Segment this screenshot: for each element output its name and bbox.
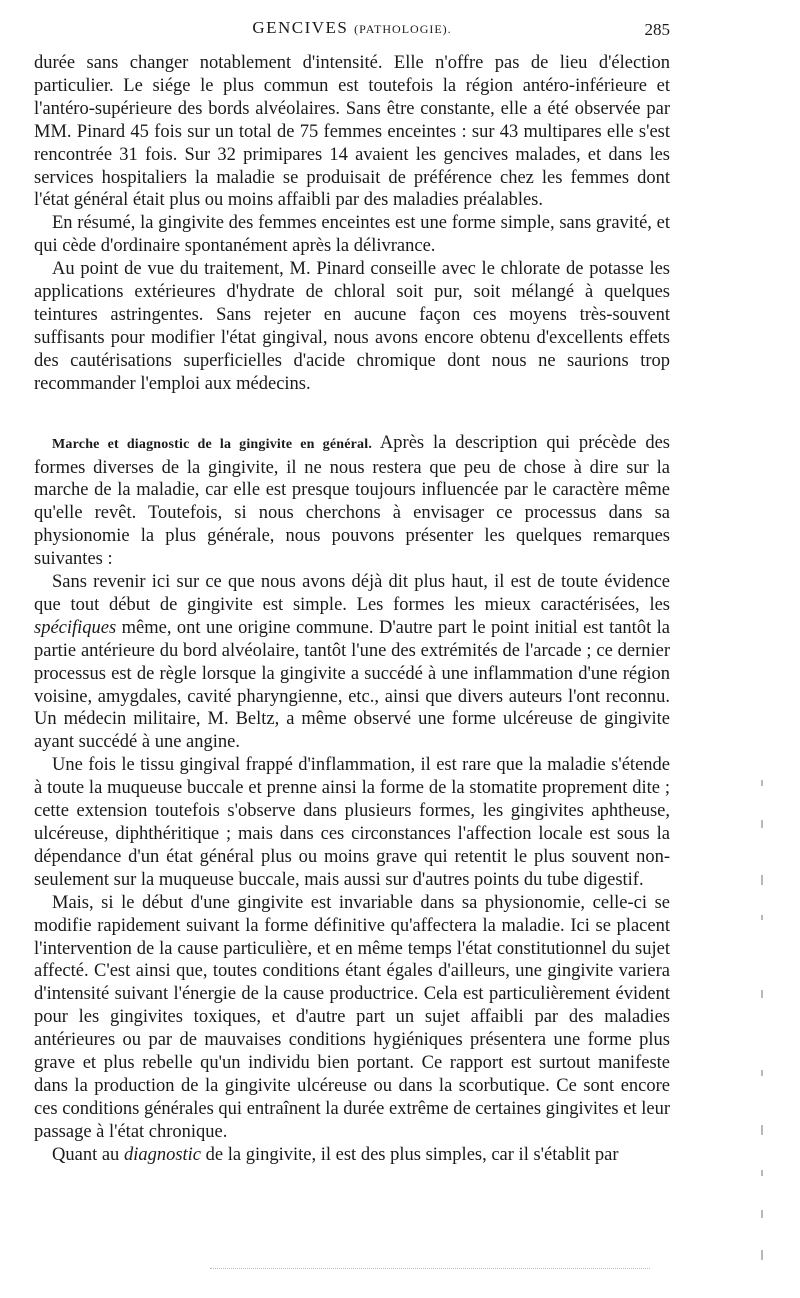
paragraph-summary: En résumé, la gingivite des femmes enceintes est une forme simple, sans gravité, et qui cède d'ordinaire spontanément après la délivrance. (34, 213, 670, 257)
margin-mark (761, 875, 763, 885)
paragraph-onset-text-1: Sans revenir ici sur ce que nous avons déjà dit plus haut, il est de toute évidence que tout début de gingivite est simple. Les formes les mieux caractérisées, les (34, 572, 670, 615)
paragraph-diagnostic-text-2: de la gingivite, il est des plus simples, car il s'établit par (201, 1144, 619, 1165)
paragraph-extension: Une fois le tissu gingival frappé d'inflammation, il est rare que la maladie s'étende à toute la muqueuse buccale et prenne ainsi la forme de la stomatite proprement dite ; cette extension toutefois s'observe dans plusieurs formes, les gingivites aphtheuse, ulcéreuse, diphthéritique ; mais dans ces circonstances l'affection locale est sous la dépendance d'un état général plus ou moins grave qui retentit le plus souvent non-seulement sur la muqueuse buccale, mais aussi sur d'autres points du tube digestif. (34, 755, 670, 890)
scan-margin-marks (755, 780, 771, 1280)
paragraph-diagnostic-text-1: Quant au (52, 1144, 124, 1165)
section-first-paragraph: Après la description qui précède des formes diverses de la gingivite, il ne nous restera que peu de chose à dire sur la marche de la maladie, car elle est presque toujours influencée par le caractère même qu'elle revêt. Toutefois, si nous cherchons à envisager ce processus dans sa physionomie la plus générale, nous pouvons présenter les quelques remarques suivantes : (34, 432, 670, 570)
paragraph-onset-text-2: même, ont une origine commune. D'autre part le point initial est tantôt la partie antérieure du bord alvéolaire, tantôt l'une des extrémités de l'arcade ; ce dernier processus est de règle lorsque la gingivite a succédé à une inflammation d'une région voisine, amygdales, cavité pharyngienne, etc., ainsi que divers auteurs l'ont reconnu. Un médecin militaire, M. Beltz, a même observé une forme ulcéreuse de gingivite ayant succédé à une angine. (34, 617, 670, 753)
page-body (34, 52, 670, 1167)
running-title-main: GENCIVES (252, 18, 349, 37)
running-header (34, 12, 670, 42)
paragraph-continued: durée sans changer notablement d'intensité. Elle n'offre pas de lieu d'élection particulier. Le siége le plus commun est toutefois la région antéro-inférieure et l'antéro-supérieure des bords alvéolaires. Sans être constante, elle a été observée par MM. Pinard 45 fois sur un total de 75 femmes enceintes : sur 43 multipares elle s'est rencontrée 31 fois. Sur 32 primipares 14 avaient les gencives malades, et dans les services hospitaliers la maladie se produisait de préférence chez les femmes dont l'état général était plus ou moins affaibli par des maladies préalables. (34, 53, 670, 211)
paragraph-course: Mais, si le début d'une gingivite est invariable dans sa physionomie, celle-ci se modifie rapidement suivant la forme définitive qu'affectera la maladie. Ici se placent l'intervention de la cause particulière, et en même temps l'état constitutionnel du sujet affecté. C'est ainsi que, toutes conditions étant égales d'ailleurs, une gingivite variera d'intensité suivant l'énergie de la cause productrice. Cela est particulièrement évident pour les gingivites toxiques, et d'autre part un sujet affaibli par des maladies antérieures ou par de mauvaises conditions hygiéniques présentera une forme plus grave et plus rebelle qu'un individu bien portant. Ce rapport est surtout manifeste dans la production de la gingivite ulcéreuse ou dans la scorbutique. Ce sont encore ces conditions générales qui entraînent la durée extrême de certaines gingivites et leur passage à l'état chronique. (34, 892, 670, 1142)
italic-term-specifiques: spécifiques (34, 617, 117, 638)
running-title (34, 18, 670, 38)
margin-mark (761, 915, 763, 920)
margin-mark (761, 1070, 763, 1076)
italic-term-diagnostic: diagnostic (123, 1144, 202, 1165)
margin-mark (761, 990, 763, 998)
running-title-subtitle: (PATHOLOGIE). (354, 22, 452, 36)
paragraph-treatment: Au point de vue du traitement, M. Pinard conseille avec le chlorate de potasse les applications extérieures d'hydrate de chloral soit pur, soit mélangé à quelques teintures astringentes. Sans rejeter en aucune façon ces moyens très-souvent suffisants pour modifier l'état gingival, nous avons encore obtenu d'excellents effets des cautérisations superficielles d'acide chromique dont nous ne saurions trop recommander l'emploi aux médecins. (34, 259, 670, 394)
section-opening-paragraph (34, 432, 670, 571)
page-number: 285 (644, 20, 670, 39)
margin-mark (761, 780, 763, 786)
margin-mark (761, 1210, 763, 1218)
margin-mark (761, 1170, 763, 1176)
margin-mark (761, 820, 763, 828)
section-title: Marche et diagnostic de la gingivite en général. (52, 436, 373, 452)
paragraph-diagnostic (34, 1144, 670, 1167)
paragraph-onset (34, 571, 670, 754)
margin-mark (761, 1125, 763, 1135)
footer-dotted-rule (210, 1268, 650, 1269)
margin-mark (761, 1250, 763, 1260)
